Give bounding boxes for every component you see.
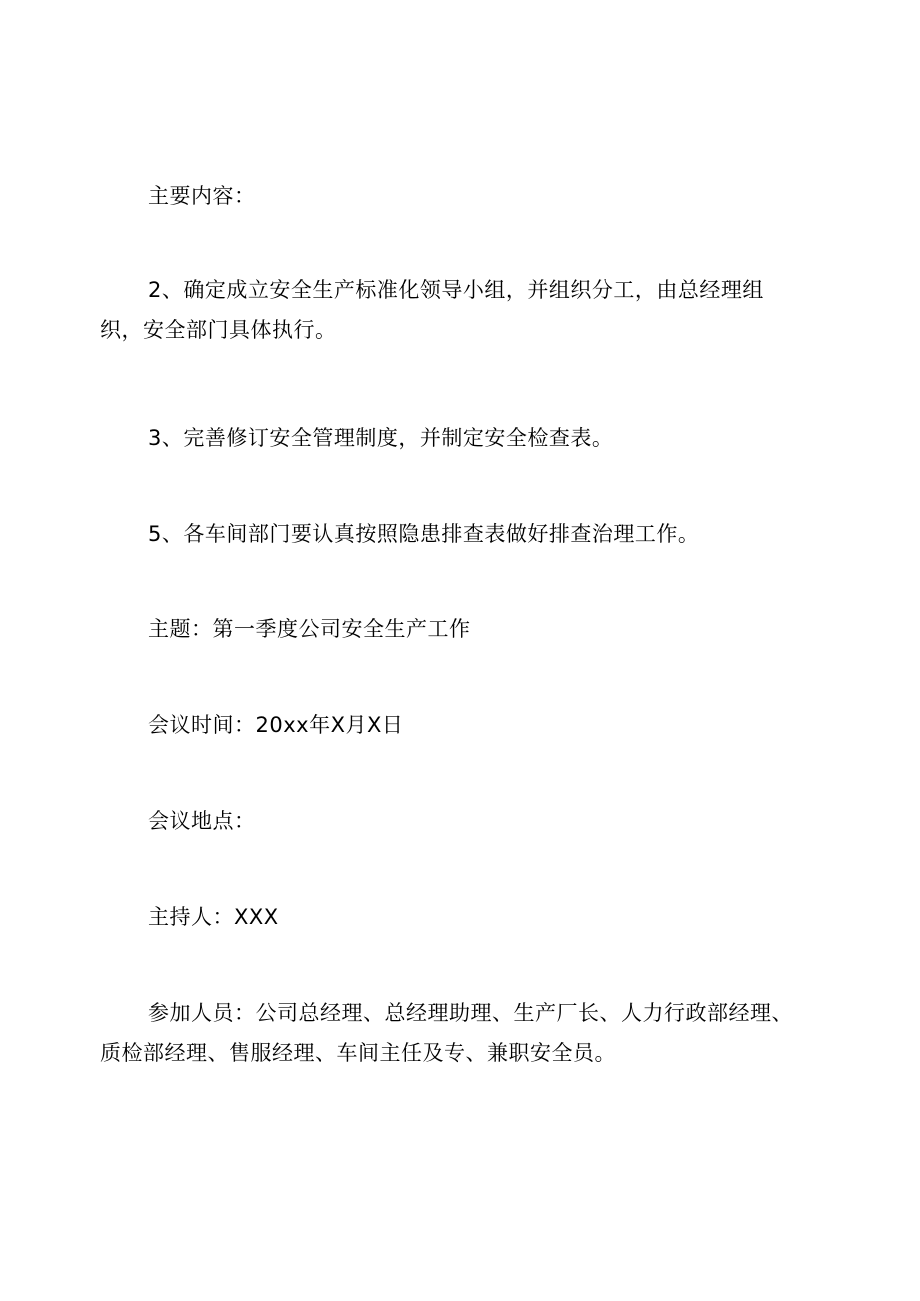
meeting-attendees: 参加人员：公司总经理、总经理助理、生产厂长、人力行政部经理、质检部经理、售服经理、车间主任及专、兼职安全员。: [100, 1001, 793, 1065]
meeting-location: 会议地点：: [148, 809, 256, 833]
item-2-leadership-group: 2、确定成立安全生产标准化领导小组，并组织分工，由总经理组织，安全部门具体执行。: [100, 278, 764, 342]
item-3-safety-rules: 3、完善修订安全管理制度，并制定安全检查表。: [148, 426, 614, 450]
meeting-topic: 主题：第一季度公司安全生产工作: [148, 617, 471, 641]
item-5-hazard-inspection: 5、各车间部门要认真按照隐患排查表做好排查治理工作。: [148, 522, 700, 546]
meeting-time: 会议时间：20xx年X月X日: [148, 713, 404, 737]
meeting-host: 主持人：XXX: [148, 905, 279, 929]
section-heading-main-content: 主要内容：: [148, 184, 256, 208]
